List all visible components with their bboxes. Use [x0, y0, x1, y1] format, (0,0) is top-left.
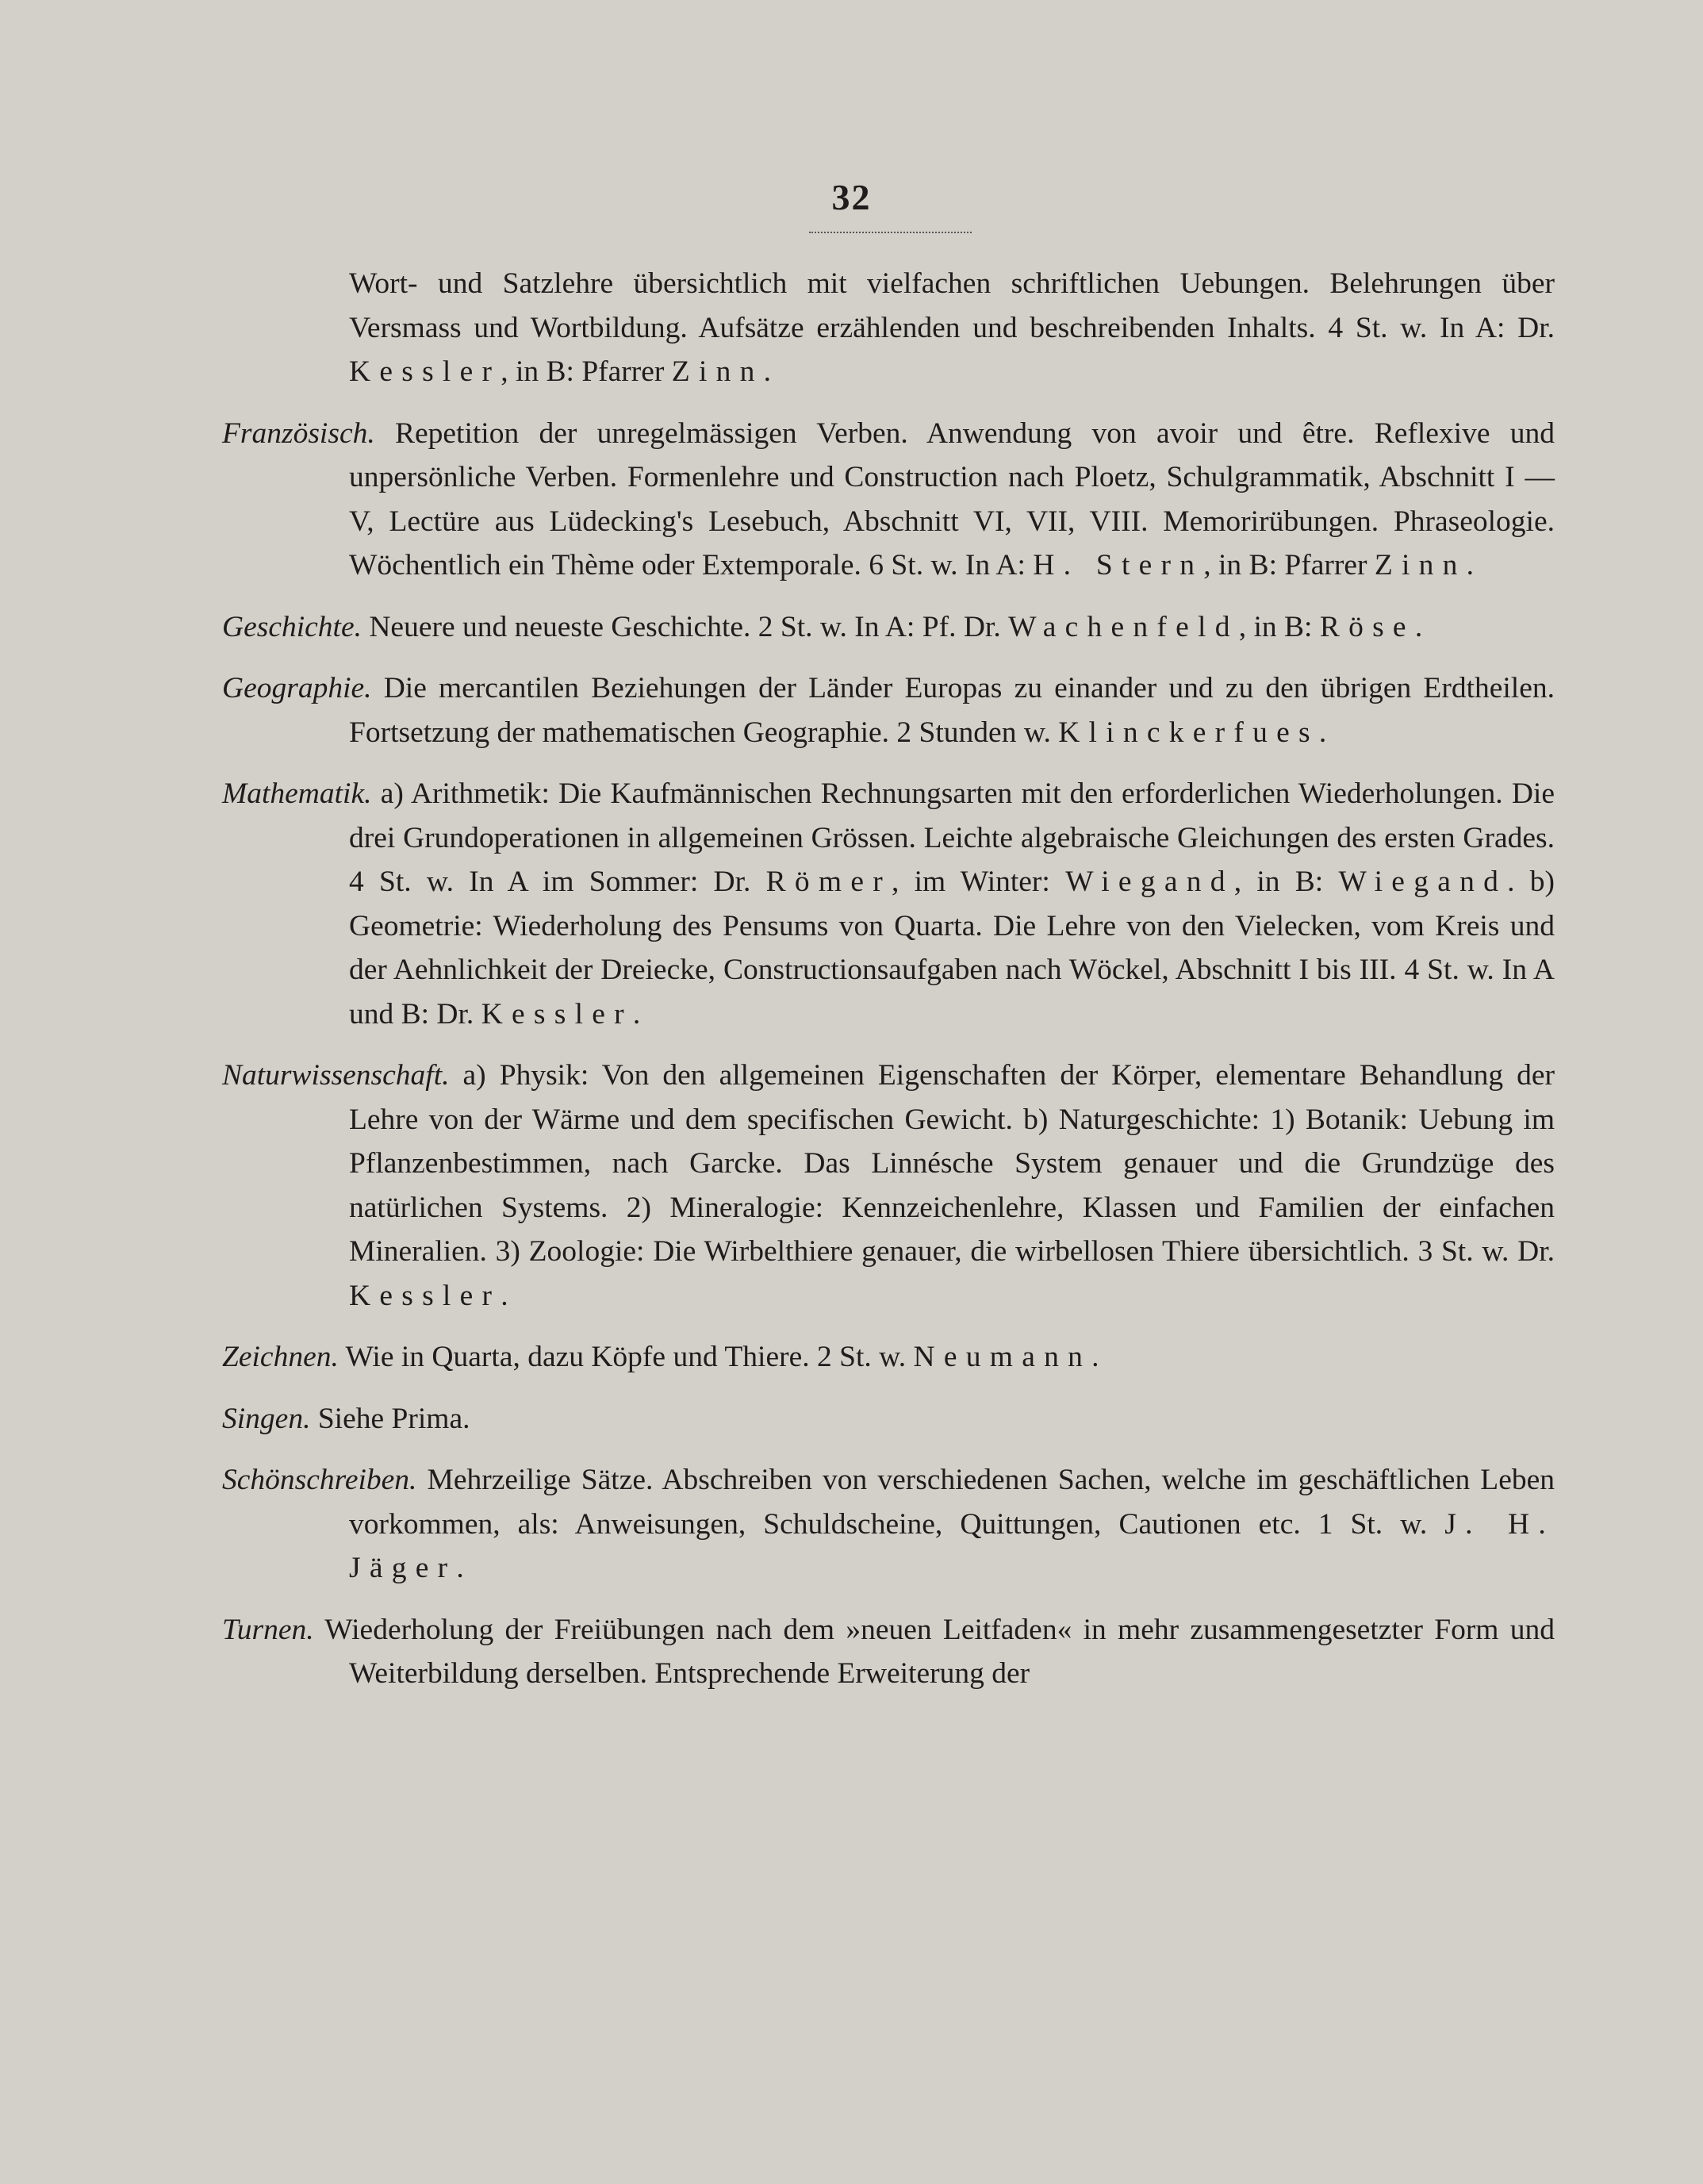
teacher-name: J. H. Jäger: [349, 1507, 1555, 1584]
text-segment: .: [763, 355, 771, 388]
page-number-rule: [809, 224, 972, 233]
teacher-name: Zinn: [1374, 549, 1467, 582]
paragraph-geschichte: [222, 605, 1555, 650]
subject-label: Zeichnen.: [222, 1341, 339, 1373]
text-segment: .: [1318, 716, 1327, 749]
text-segment: , in B:: [1238, 610, 1320, 643]
text-segment: Die mercantilen Beziehungen der Länder Europas zu einander und zu den übrigen Erdtheilen. Fortsetzung der mathematischen Geographie. 2 Stunden w.: [349, 672, 1555, 749]
subject-label: Schönschreiben.: [222, 1464, 417, 1496]
teacher-name: Kessler: [481, 997, 633, 1031]
text-segment: Neuere und neueste Geschichte. 2 St. w. In A: Pf. Dr.: [361, 610, 1009, 643]
teacher-name: Wachenfeld: [1008, 610, 1239, 643]
text-segment: a) Physik: Von den allgemeinen Eigenschaften der Körper, elementare Behandlung der Lehre von der Wärme und dem specifischen Gewicht. b) Naturgeschichte: 1) Botanik: Uebung im Pflanzenbestimmen, nach Garcke. Das Linnésche System genauer und die Grundzüge des natürlichen Systems. 2) Mineralogie: Kennzeichenlehre, Klassen und Familien der einfachen Mineralien. 3) Zoologie: Die Wirbelthiere genauer, die wirbellosen Thiere übersichtlich. 3 St. w. Dr.: [349, 1059, 1555, 1268]
paragraph-turnen: [222, 1608, 1555, 1696]
subject-label: Turnen.: [222, 1613, 314, 1646]
teacher-name: Röse: [1319, 610, 1415, 643]
subject-label: Geographie.: [222, 672, 372, 704]
paragraph-deutsch-continuation: [222, 262, 1555, 394]
teacher-name: H. Stern: [1033, 549, 1204, 582]
text-segment: .: [501, 1279, 508, 1312]
paragraph-naturwissenschaft: [222, 1054, 1555, 1318]
text-segment: .: [456, 1552, 464, 1584]
text-segment: Wie in Quarta, dazu Köpfe und Thiere. 2 St. w.: [338, 1341, 914, 1373]
paragraph-zeichnen: [222, 1335, 1555, 1380]
text-segment: , in B: Pfarrer: [1203, 549, 1375, 582]
subject-label: Französisch.: [222, 416, 375, 450]
teacher-name: Wiegand: [1338, 866, 1508, 898]
text-segment: .: [1466, 549, 1475, 582]
text-segment: .: [632, 997, 641, 1031]
text-segment: Repetition der unregelmässigen Verben. Anwendung von avoir und être. Reflexive und unpersönliche Verben. Formenlehre und Construction nach Ploetz, Schulgrammatik, Abschnitt I — V, Lectüre aus Lüdecking's Lesebuch, Abschnitt VI, VII, VIII. Memorirübungen. Phraseologie. Wöchentlich ein Thème oder Extemporale. 6 St. w. In A:: [349, 416, 1555, 582]
teacher-name: Kessler: [349, 355, 501, 388]
paragraph-franzoesisch: [222, 412, 1555, 588]
text-segment: a) Arithmetik: Die Kaufmännischen Rechnungsarten mit den erforderlichen Wiederholungen. Die drei Grundoperationen in allgemeinen Grössen. Leichte algebraische Gleichungen des ersten Grades. 4 St. w. In A im Sommer: Dr.: [349, 777, 1555, 898]
subject-label: Mathematik.: [222, 777, 372, 810]
teacher-name: Römer: [765, 866, 892, 898]
text-segment: Mehrzeilige Sätze. Abschreiben von verschiedenen Sachen, welche im geschäftlichen Leben vorkommen, als: Anweisungen, Schuldscheine, Quittungen, Cautionen etc. 1 St. w.: [349, 1464, 1555, 1541]
teacher-name: Kessler: [349, 1279, 501, 1312]
paragraph-singen: [222, 1397, 1555, 1441]
text-segment: . b) Geometrie: Wiederholung des Pensums von Quarta. Die Lehre von den Vielecken, vom Kreis und der Aehnlichkeit der Dreiecke, Constructionsaufgaben nach Wöckel, Abschnitt I bis III. 4 St. w. In A und B: Dr.: [349, 866, 1555, 1031]
teacher-name: Neumann: [913, 1341, 1092, 1373]
paragraph-mathematik: [222, 772, 1555, 1036]
text-segment: .: [1414, 610, 1423, 643]
text-segment: , in B: Pfarrer: [501, 355, 672, 388]
text-segment: Wort- und Satzlehre übersichtlich mit vielfachen schriftlichen Uebungen. Belehrungen über Versmass und Wortbildung. Aufsätze erzählenden und beschreibenden Inhalts. 4 St. w. In A: Dr.: [349, 267, 1555, 344]
syllabus-text: [222, 262, 1555, 1696]
subject-label: Singen.: [222, 1402, 311, 1435]
paragraph-schoenschreiben: [222, 1458, 1555, 1591]
text-segment: Siehe Prima.: [310, 1402, 470, 1435]
teacher-name: Klinckerfues: [1058, 716, 1319, 749]
subject-label: Naturwissenschaft.: [222, 1059, 450, 1092]
page-number: 32: [831, 177, 872, 217]
text-segment: , im Winter:: [892, 866, 1066, 898]
paragraph-geographie: [222, 666, 1555, 754]
subject-label: Geschichte.: [222, 610, 362, 643]
text-segment: , in B:: [1233, 866, 1339, 898]
teacher-name: Wiegand: [1065, 866, 1234, 898]
text-segment: Wiederholung der Freiübungen nach dem »neuen Leitfaden« in mehr zusammengesetzter Form und Weiterbildung derselben. Entsprechende Erweiterung der: [313, 1613, 1555, 1690]
text-segment: .: [1091, 1341, 1099, 1373]
teacher-name: Zinn: [671, 355, 764, 388]
